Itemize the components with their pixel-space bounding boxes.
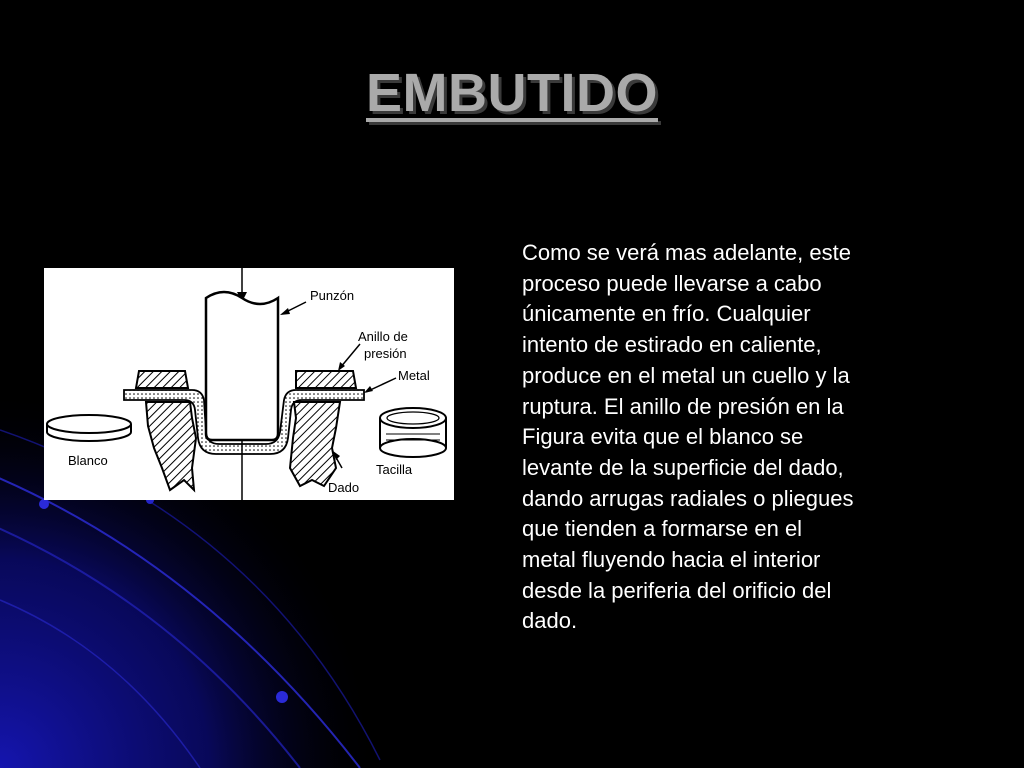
die-left — [146, 402, 196, 490]
label-blanco: Blanco — [68, 453, 108, 468]
pressure-ring-left — [136, 371, 188, 388]
swoosh-dot-3 — [276, 691, 288, 703]
label-metal: Metal — [398, 368, 430, 383]
slide-title: EMBUTIDO — [366, 63, 658, 123]
label-tacilla: Tacilla — [376, 462, 413, 477]
die-right — [290, 402, 340, 486]
label-anillo-2: presión — [364, 346, 407, 361]
label-anillo-1: Anillo de — [358, 329, 408, 344]
pressure-ring-right — [296, 371, 356, 388]
drawing-process-figure — [44, 268, 454, 500]
blank-disc — [47, 415, 131, 433]
swoosh-dot-1 — [39, 499, 49, 509]
punch — [206, 292, 278, 440]
label-punzon: Punzón — [310, 288, 355, 303]
body-paragraph: Como se verá mas adelante, este proceso puede llevarse a cabo únicamente en frío. Cualquier intento de estirado en caliente, produce en el metal un cuello y la ruptura. El anillo de presión en la Figura evita que el blanco se levante de la superficie del dado, dando arrugas radiales o pliegues que tienden a formarse en el metal fluyendo hacia el interior desde la periferia del orificio del dado. — [522, 240, 854, 634]
label-dado: Dado — [328, 480, 360, 495]
